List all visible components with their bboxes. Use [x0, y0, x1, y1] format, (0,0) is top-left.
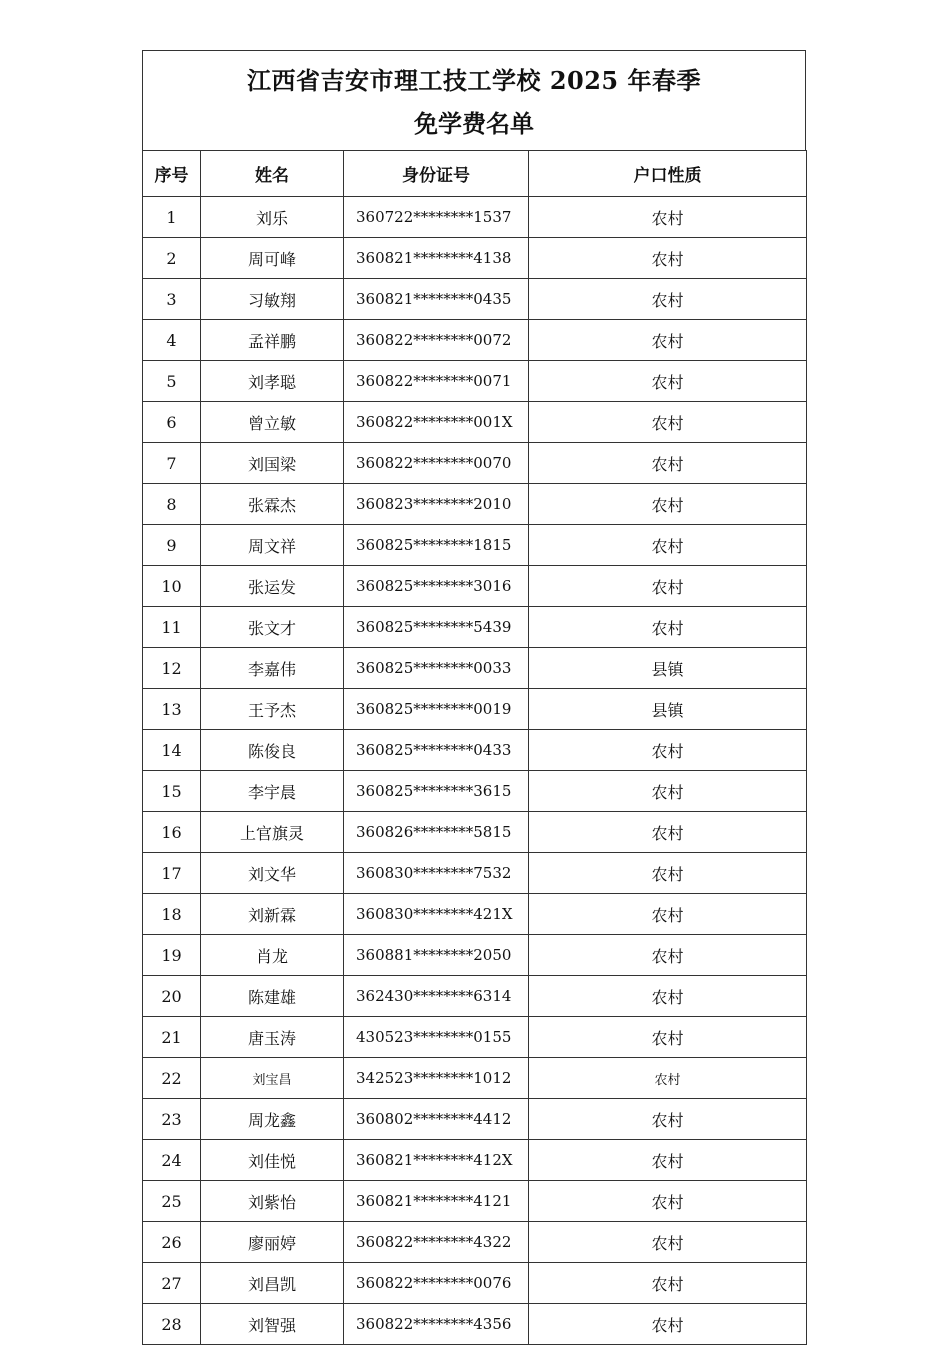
row-number-cell: 6 [143, 402, 201, 443]
table-row [143, 361, 807, 402]
table-row [143, 566, 807, 607]
student-name-cell: 刘国梁 [201, 443, 344, 484]
id-number-cell: 360822********4356 [344, 1304, 529, 1345]
row-number-cell: 14 [143, 730, 201, 771]
student-name-cell: 刘昌凯 [201, 1263, 344, 1304]
table-header-row [143, 151, 807, 197]
table-row [143, 730, 807, 771]
student-name-cell: 王予杰 [201, 689, 344, 730]
table-row [143, 935, 807, 976]
row-number-cell: 12 [143, 648, 201, 689]
table-row [143, 894, 807, 935]
id-number-cell: 360822********0071 [344, 361, 529, 402]
row-number-cell: 23 [143, 1099, 201, 1140]
table-row [143, 443, 807, 484]
household-type-cell: 农村 [529, 1304, 807, 1345]
id-number-cell: 360826********5815 [344, 812, 529, 853]
student-name-cell: 张文才 [201, 607, 344, 648]
id-number-cell: 360823********2010 [344, 484, 529, 525]
household-type-cell: 农村 [529, 238, 807, 279]
student-name-cell: 习敏翔 [201, 279, 344, 320]
row-number-cell: 26 [143, 1222, 201, 1263]
row-number-cell: 11 [143, 607, 201, 648]
id-number-cell: 360830********421X [344, 894, 529, 935]
household-type-cell: 农村 [529, 566, 807, 607]
row-number-cell: 28 [143, 1304, 201, 1345]
exemption-table [142, 150, 807, 1345]
household-type-cell: 农村 [529, 1140, 807, 1181]
header-id-number: 身份证号 [344, 151, 529, 197]
household-type-cell: 农村 [529, 1181, 807, 1222]
table-row [143, 771, 807, 812]
id-number-cell: 360881********2050 [344, 935, 529, 976]
table-row [143, 1304, 807, 1345]
id-number-cell: 362430********6314 [344, 976, 529, 1017]
row-number-cell: 24 [143, 1140, 201, 1181]
household-type-cell: 农村 [529, 1263, 807, 1304]
student-name-cell: 刘孝聪 [201, 361, 344, 402]
household-type-cell: 县镇 [529, 689, 807, 730]
household-type-cell: 农村 [529, 853, 807, 894]
id-number-cell: 360821********4138 [344, 238, 529, 279]
id-number-cell: 360830********7532 [344, 853, 529, 894]
id-number-cell: 360822********001X [344, 402, 529, 443]
row-number-cell: 1 [143, 197, 201, 238]
household-type-cell: 农村 [529, 484, 807, 525]
header-name: 姓名 [201, 151, 344, 197]
table-row [143, 1181, 807, 1222]
id-number-cell: 360822********4322 [344, 1222, 529, 1263]
table-row [143, 1017, 807, 1058]
row-number-cell: 16 [143, 812, 201, 853]
household-type-cell: 农村 [529, 894, 807, 935]
row-number-cell: 17 [143, 853, 201, 894]
student-name-cell: 刘智强 [201, 1304, 344, 1345]
student-name-cell: 唐玉涛 [201, 1017, 344, 1058]
student-name-cell: 刘宝昌 [201, 1058, 344, 1099]
student-name-cell: 刘乐 [201, 197, 344, 238]
table-row [143, 525, 807, 566]
row-number-cell: 21 [143, 1017, 201, 1058]
table-row [143, 1222, 807, 1263]
student-name-cell: 李嘉伟 [201, 648, 344, 689]
household-type-cell: 农村 [529, 812, 807, 853]
household-type-cell: 县镇 [529, 648, 807, 689]
row-number-cell: 3 [143, 279, 201, 320]
student-name-cell: 刘文华 [201, 853, 344, 894]
table-row [143, 607, 807, 648]
row-number-cell: 10 [143, 566, 201, 607]
table-row [143, 689, 807, 730]
household-type-cell: 农村 [529, 607, 807, 648]
student-name-cell: 张霖杰 [201, 484, 344, 525]
header-household-type: 户口性质 [529, 151, 807, 197]
student-name-cell: 孟祥鹏 [201, 320, 344, 361]
id-number-cell: 360825********0033 [344, 648, 529, 689]
household-type-cell: 农村 [529, 279, 807, 320]
row-number-cell: 2 [143, 238, 201, 279]
table-row [143, 402, 807, 443]
student-name-cell: 刘新霖 [201, 894, 344, 935]
row-number-cell: 8 [143, 484, 201, 525]
id-number-cell: 342523********1012 [344, 1058, 529, 1099]
id-number-cell: 360821********0435 [344, 279, 529, 320]
document-sheet [142, 50, 806, 1345]
student-name-cell: 刘佳悦 [201, 1140, 344, 1181]
student-name-cell: 陈建雄 [201, 976, 344, 1017]
household-type-cell: 农村 [529, 361, 807, 402]
table-row [143, 976, 807, 1017]
id-number-cell: 360821********4121 [344, 1181, 529, 1222]
household-type-cell: 农村 [529, 976, 807, 1017]
id-number-cell: 360825********3016 [344, 566, 529, 607]
household-type-cell: 农村 [529, 402, 807, 443]
table-row [143, 320, 807, 361]
document-title: 江西省吉安市理工技工学校 2025 年春季 [246, 66, 701, 95]
row-number-cell: 9 [143, 525, 201, 566]
student-name-cell: 上官旗灵 [201, 812, 344, 853]
id-number-cell: 360821********412X [344, 1140, 529, 1181]
id-number-cell: 430523********0155 [344, 1017, 529, 1058]
row-number-cell: 22 [143, 1058, 201, 1099]
row-number-cell: 27 [143, 1263, 201, 1304]
row-number-cell: 13 [143, 689, 201, 730]
id-number-cell: 360822********0070 [344, 443, 529, 484]
row-number-cell: 4 [143, 320, 201, 361]
student-name-cell: 廖丽婷 [201, 1222, 344, 1263]
id-number-cell: 360825********0433 [344, 730, 529, 771]
student-name-cell: 周可峰 [201, 238, 344, 279]
student-name-cell: 周文祥 [201, 525, 344, 566]
title-block [142, 50, 806, 150]
student-name-cell: 刘紫怡 [201, 1181, 344, 1222]
table-row [143, 197, 807, 238]
row-number-cell: 7 [143, 443, 201, 484]
id-number-cell: 360825********1815 [344, 525, 529, 566]
table-row [143, 853, 807, 894]
household-type-cell: 农村 [529, 320, 807, 361]
id-number-cell: 360722********1537 [344, 197, 529, 238]
table-body [143, 197, 807, 1345]
row-number-cell: 25 [143, 1181, 201, 1222]
household-type-cell: 农村 [529, 443, 807, 484]
id-number-cell: 360822********0072 [344, 320, 529, 361]
header-no: 序号 [143, 151, 201, 197]
household-type-cell: 农村 [529, 197, 807, 238]
household-type-cell: 农村 [529, 525, 807, 566]
table-row [143, 1263, 807, 1304]
household-type-cell: 农村 [529, 1058, 807, 1099]
id-number-cell: 360825********5439 [344, 607, 529, 648]
table-row [143, 279, 807, 320]
student-name-cell: 张运发 [201, 566, 344, 607]
id-number-cell: 360825********0019 [344, 689, 529, 730]
id-number-cell: 360802********4412 [344, 1099, 529, 1140]
student-name-cell: 李宇晨 [201, 771, 344, 812]
row-number-cell: 20 [143, 976, 201, 1017]
student-name-cell: 肖龙 [201, 935, 344, 976]
household-type-cell: 农村 [529, 730, 807, 771]
table-row [143, 238, 807, 279]
id-number-cell: 360822********0076 [344, 1263, 529, 1304]
table-row [143, 812, 807, 853]
household-type-cell: 农村 [529, 935, 807, 976]
table-row [143, 648, 807, 689]
household-type-cell: 农村 [529, 1099, 807, 1140]
table-row [143, 484, 807, 525]
row-number-cell: 18 [143, 894, 201, 935]
household-type-cell: 农村 [529, 1017, 807, 1058]
table-row [143, 1058, 807, 1099]
id-number-cell: 360825********3615 [344, 771, 529, 812]
row-number-cell: 5 [143, 361, 201, 402]
student-name-cell: 周龙鑫 [201, 1099, 344, 1140]
document-subtitle: 免学费名单 [414, 109, 534, 138]
household-type-cell: 农村 [529, 1222, 807, 1263]
student-name-cell: 曾立敏 [201, 402, 344, 443]
row-number-cell: 19 [143, 935, 201, 976]
row-number-cell: 15 [143, 771, 201, 812]
table-row [143, 1099, 807, 1140]
household-type-cell: 农村 [529, 771, 807, 812]
student-name-cell: 陈俊良 [201, 730, 344, 771]
table-row [143, 1140, 807, 1181]
